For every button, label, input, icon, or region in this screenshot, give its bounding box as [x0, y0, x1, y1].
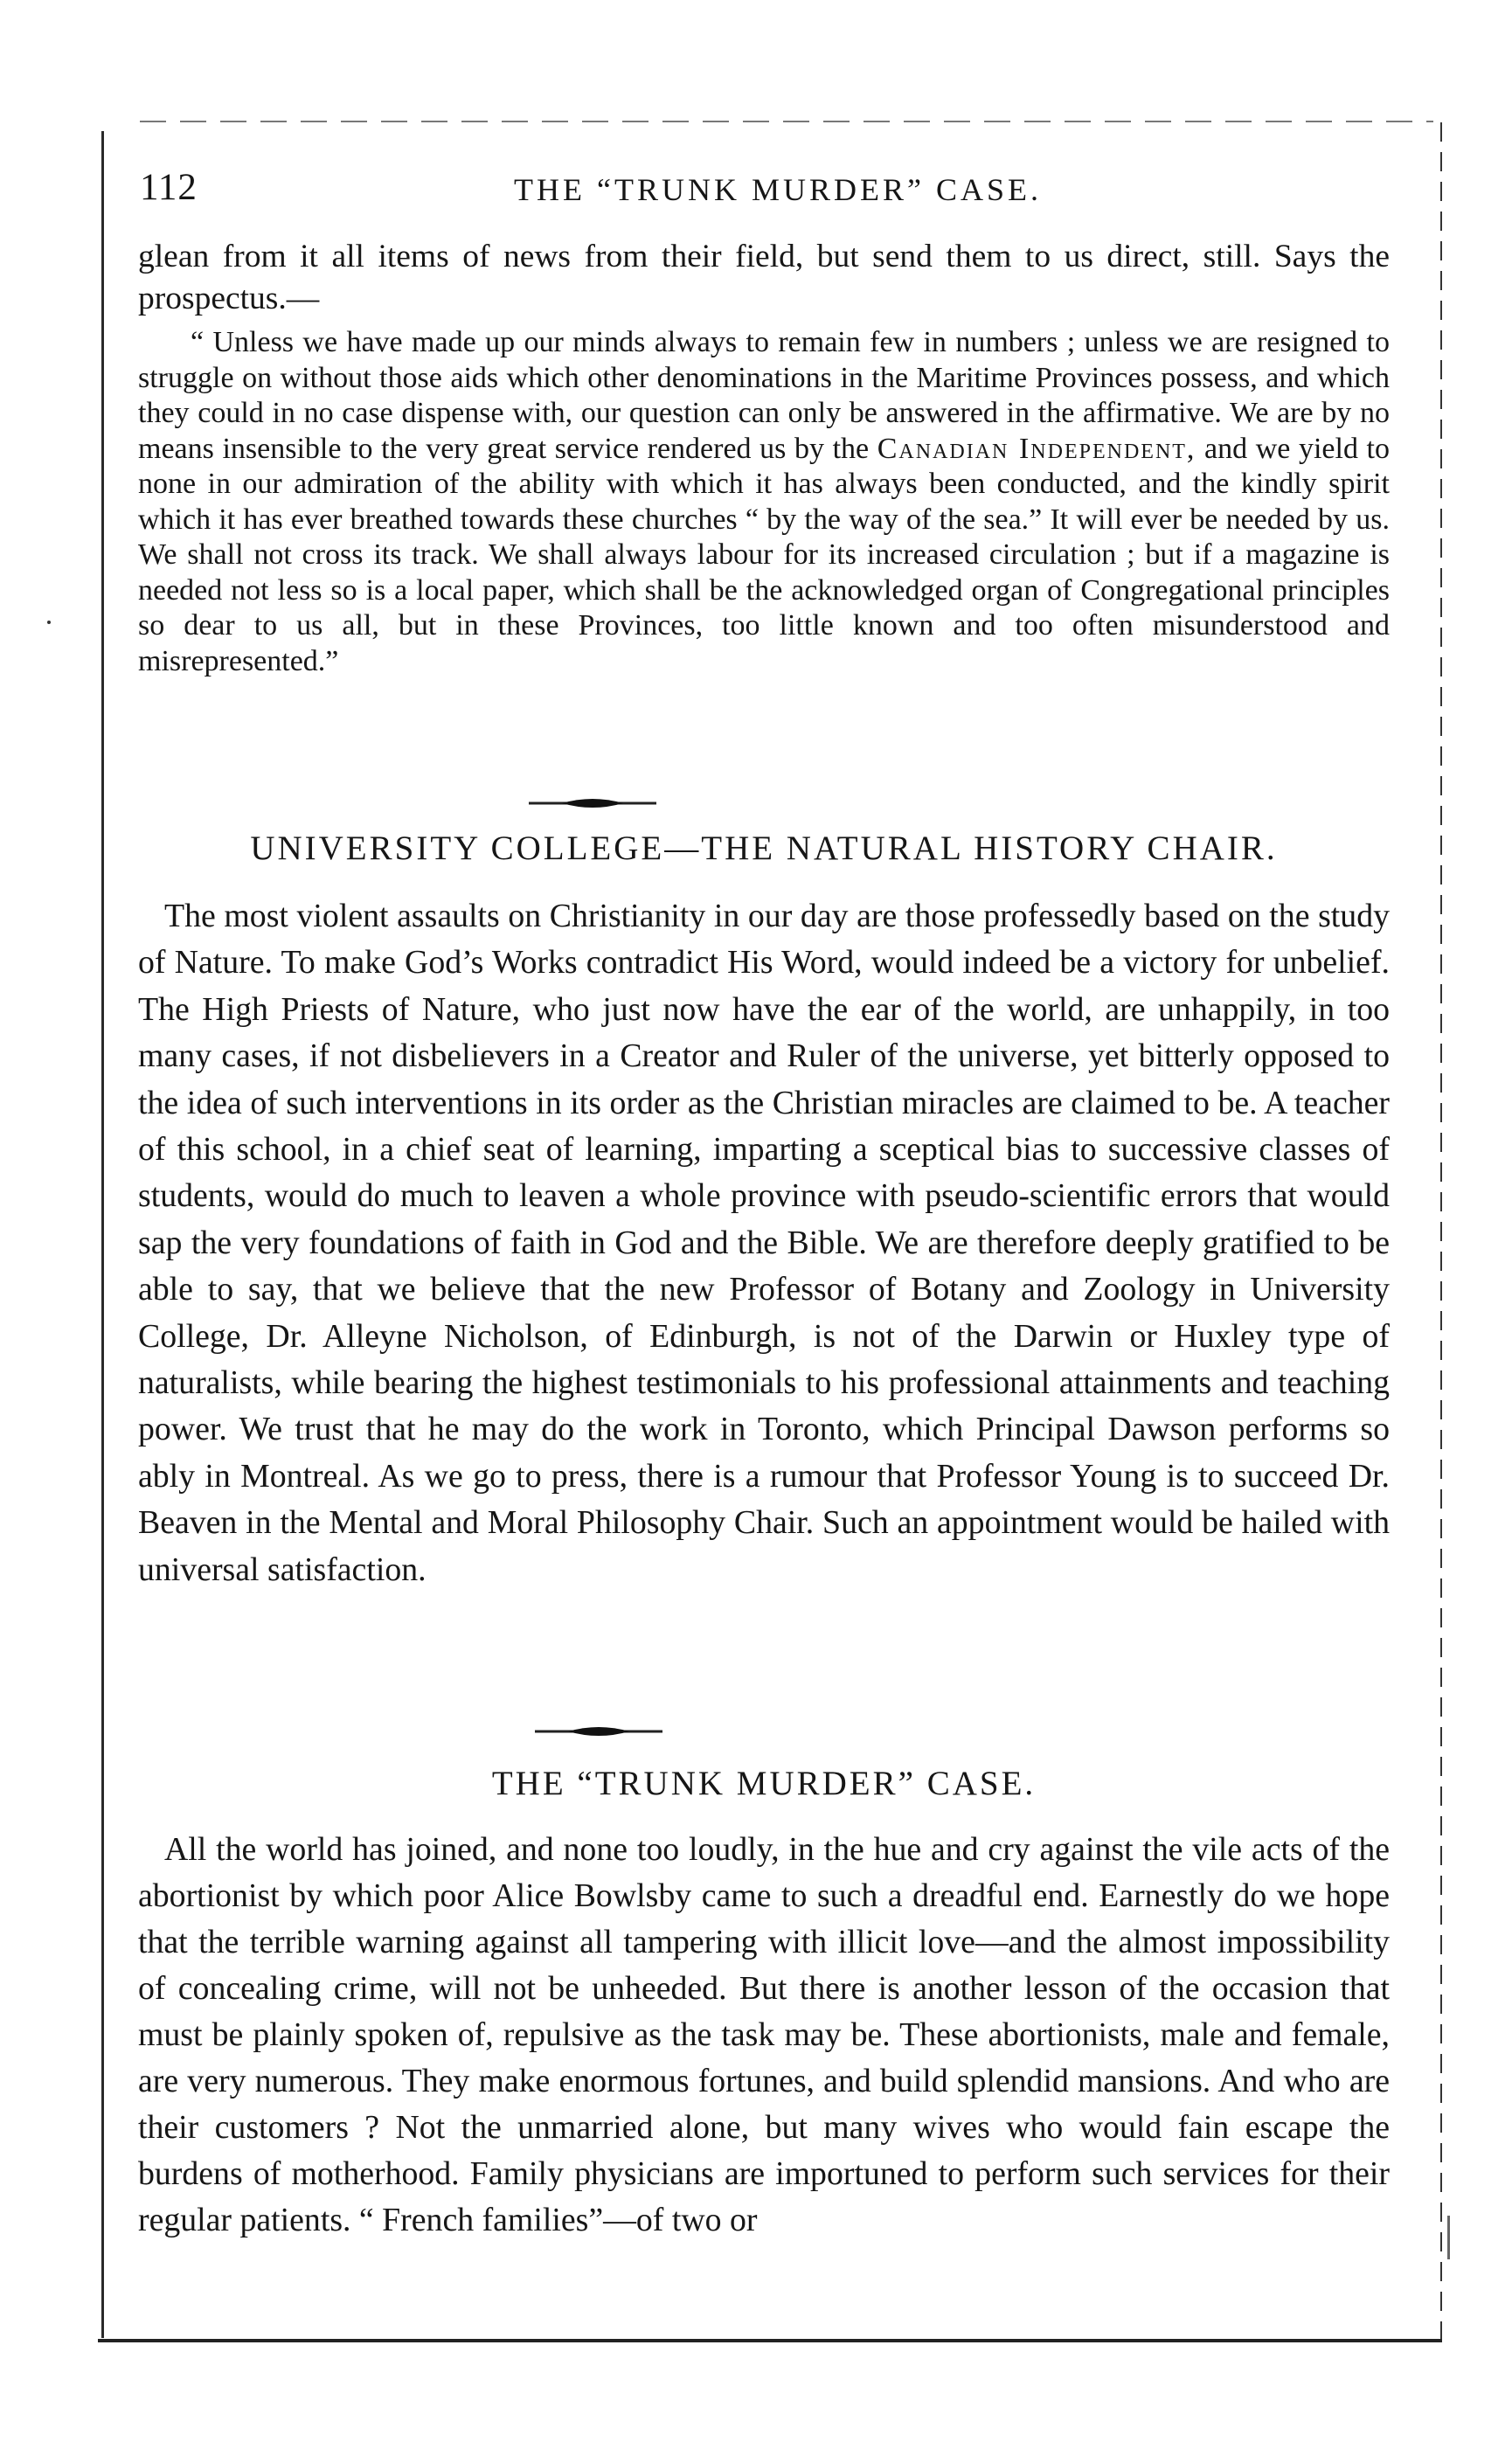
- bottom-border-rule: [98, 2339, 1442, 2342]
- top-border-rule: [140, 121, 1433, 122]
- left-border-rule: [101, 131, 104, 2338]
- margin-mark: [47, 621, 51, 624]
- section-body-trunk-murder: [138, 1827, 1390, 2244]
- section-divider: [533, 1718, 664, 1745]
- quote-paragraph: [138, 325, 1390, 679]
- section-body-natural-history: [138, 893, 1390, 1593]
- intro-paragraph: [138, 236, 1390, 320]
- margin-tick: [1447, 2216, 1450, 2259]
- running-title: THE “TRUNK MURDER” CASE.: [514, 172, 1042, 207]
- prospectus-quote: [138, 325, 1390, 679]
- trunk-murder-paragraph: All the world has joined, and none too loudly, in the hue and cry against the vile acts of the abortionist by which poor Alice Bowlsby came to such a dreadful end. Earnestly do we hope that the terrible warning against all tampering with illicit love—and the almost impossibility of concealing crime, will not be unheeded. But there is another lesson of the occasion that must be plainly spoken of, repulsive as the task may be. These abortionists, male and female, are very numerous. They make enormous fortunes, and build splendid mansions. And who are their customers ? Not the unmarried alone, but many wives who would fain escape the burdens of motherhood. Family physicians are importuned to perform such services for their regular patients. “ French families”—of two or: [138, 1831, 1390, 2238]
- section-heading-trunk-murder: THE “TRUNK MURDER” CASE.: [491, 1765, 1037, 1802]
- quote-text-before: “ Unless we have made up our minds always to remain few in numbers ; unless we are resigned to struggle on without those aids which other denominations in the Maritime Provinces possess, and which they could in no case dispense with, our question can only be answered in the affirmative. We are by no means insensible to the very great service rendered us by the: [138, 326, 1390, 465]
- natural-history-paragraph: The most violent assaults on Christianity in our day are those professedly based on the study of Nature. To make God’s Works contradict His Word, would indeed be a victory for unbelief. The High Priests of Nature, who just now have the ear of the world, are unhappily, in too many cases, if not disbelievers in a Creator and Ruler of the universe, yet bitterly opposed to the idea of such interventions in its order as the Christian miracles are claimed to be. A teacher of this school, in a chief seat of learning, imparting a sceptical bias to successive classes of students, would do much to leaven a whole province with pseudo-scientific errors that would sap the very foundations of faith in God and the Bible. We are therefore deeply gratified to be able to say, that we believe that the new Professor of Botany and Zoology in University College, Dr. Alleyne Nicholson, of Edinburgh, is not of the Darwin or Huxley type of naturalists, while bearing the highest testimonials to his professional attainments and teaching power. We trust that he may do the work in Toronto, which Principal Dawson performs so ably in Montreal. As we go to press, there is a rumour that Professor Young is to succeed Dr. Beaven in the Mental and Moral Philosophy Chair. Such an appointment would be hailed with universal satisfaction.: [138, 898, 1390, 1588]
- section-heading-natural-history: UNIVERSITY COLLEGE—THE NATURAL HISTORY CHAIR.: [250, 829, 1278, 867]
- intro-text: glean from it all items of news from their field, but send them to us direct, still. Says the prospectus.—: [138, 239, 1390, 316]
- right-border-rule: [1440, 122, 1442, 2342]
- section-divider: [527, 790, 658, 816]
- page-header: [140, 166, 1416, 212]
- page-number: 112: [140, 167, 198, 208]
- quote-publication-name: Canadian Independent,: [877, 432, 1196, 465]
- quote-text-after: and we yield to none in our admiration of the ability with which it has always been conducted, and the kindly spirit which it has ever breathed towards these churches “ by the way of the sea.” It will ever be needed by us. We shall not cross its track. We shall always labour for its increased circulation ; but if a magazine is needed not less so is a local paper, which shall be the acknowledged organ of Congregational principles so dear to us all, but in these Provinces, too little known and too often misunderstood and misrepresented.”: [138, 432, 1390, 677]
